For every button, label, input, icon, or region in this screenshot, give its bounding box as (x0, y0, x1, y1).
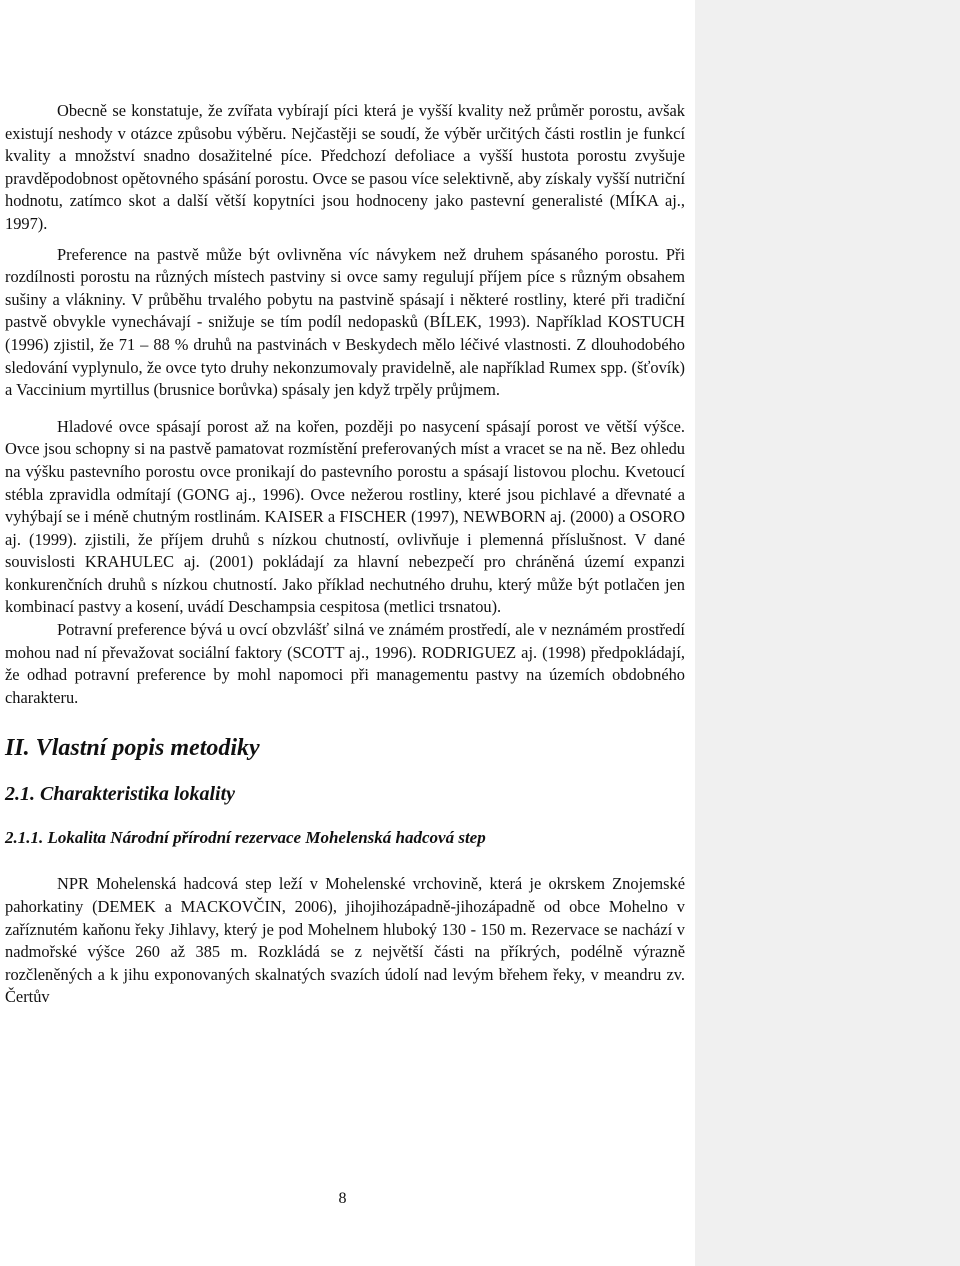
paragraph-selection: Obecně se konstatuje, že zvířata vybírají píci která je vyšší kvality než průměr porostu, avšak existují neshody v otázce způsobu výběru. Nejčastěji se soudí, že výběr určitých části rostlin je funkcí kvality a množství snadno dosažitelné píce. Předchozí defoliace a vyšší hustota porostu zvyšuje pravděpodobnost opětovného spásání porostu. Ovce se pasou více selektivně, aby získaly vyšší nutriční hodnotu, zatímco skot a další větší kopytníci jsou hodnoceny jako pastevní generalisté (MÍKA aj., 1997). (5, 101, 685, 233)
document-body (5, 100, 685, 1009)
chapter-heading: II. Vlastní popis metodiky (5, 735, 260, 762)
paragraph-locality: NPR Mohelenská hadcová step leží v Mohelenské vrchovině, která je okrskem Znojemské pahorkatiny (DEMEK a MACKOVČIN, 2006), jihojihozápadně-jihozápadně od obce Mohelno v zaříznutém kaňonu řeky Jihlavy, který je pod Mohelnem hluboký 130 - 150 m. Rezervace se nachází v nadmořské výšce 260 až 385 m. Rozkládá se z největší části na příkrých, podélně výrazně rozčleněných a k jihu exponovaných skalnatých svazích údolí nad levým břehem řeky, v meandru zv. Čertův (5, 874, 685, 1007)
subsection-heading: 2.1.1. Lokalita Národní přírodní rezervace Mohelenská hadcová step (5, 828, 486, 848)
comment-margin (695, 0, 960, 1266)
paragraph-hungry-sheep: Hladové ovce spásají porost až na kořen, později po nasycení spásají porost ve větší výšce. Ovce jsou schopny si na pastvě pamatovat rozmístění preferovaných míst a vracet se na ně. Bez ohledu na výšku pastevního porostu ovce pronikají do pastevního porostu a spásají listovou plochu. Kvetoucí stébla zpravidla odmítají (GONG aj., 1996). Ovce nežerou rostliny, které jsou pichlavé a dřevnaté a vyhýbají se i méně chutným rostlinám. KAISER a FISCHER (1997), NEWBORN aj. (2000) a OSORO aj. (1999). zjistili, že příjem druhů s nízkou chutností, ovlivňuje i plemenná příslušnost. V dané souvislosti KRAHULEC aj. (2001) pokládají za hlavní nebezpečí pro chráněná území expanzi konkurenčních druhů s nízkou chutností. Jako příklad nechutného druhu, který může být potlačen jen kombinací pastvy a kosení, uvádí Deschampsia cespitosa (metlici trsnatou). (5, 416, 685, 617)
paragraph-preference: Preference na pastvě může být ovlivněna víc návykem než druhem spásaného porostu. Při rozdílnosti porostu na různých místech pastviny si ovce samy regulují příjem píce s různým obsahem sušiny a vlákniny. V průběhu trvalého pobytu na pastvině spásají i některé rostliny, které při tradiční pastvě obvykle vynechávají - snižuje se tím podíl nedopasků (BÍLEK, 1993). Například KOSTUCH (1996) zjistil, že 71 – 88 % druhů na pastvinách v Beskydech mělo léčivé vlastnosti. Z dlouhodobého sledování vyplynulo, že ovce tyto druhy nekonzumovaly pravidelně, ale například Rumex spp. (šťovík) a Vaccinium myrtillus (brusnice borůvka) spásaly jen když trpěly průjmem. (5, 244, 685, 400)
paragraph-food-preference: Potravní preference bývá u ovcí obzvlášť silná ve známém prostředí, ale v neznámém prostředí mohou nad ní převažovat sociální faktory (SCOTT aj., 1996). RODRIGUEZ aj. (1998) předpokládají, že odhad potravní preference by mohl napomoci při managementu pastvy na územích obdobného charakteru. (5, 620, 685, 707)
page-number: 8 (338, 1190, 347, 1207)
section-heading: 2.1. Charakteristika lokality (5, 783, 236, 806)
